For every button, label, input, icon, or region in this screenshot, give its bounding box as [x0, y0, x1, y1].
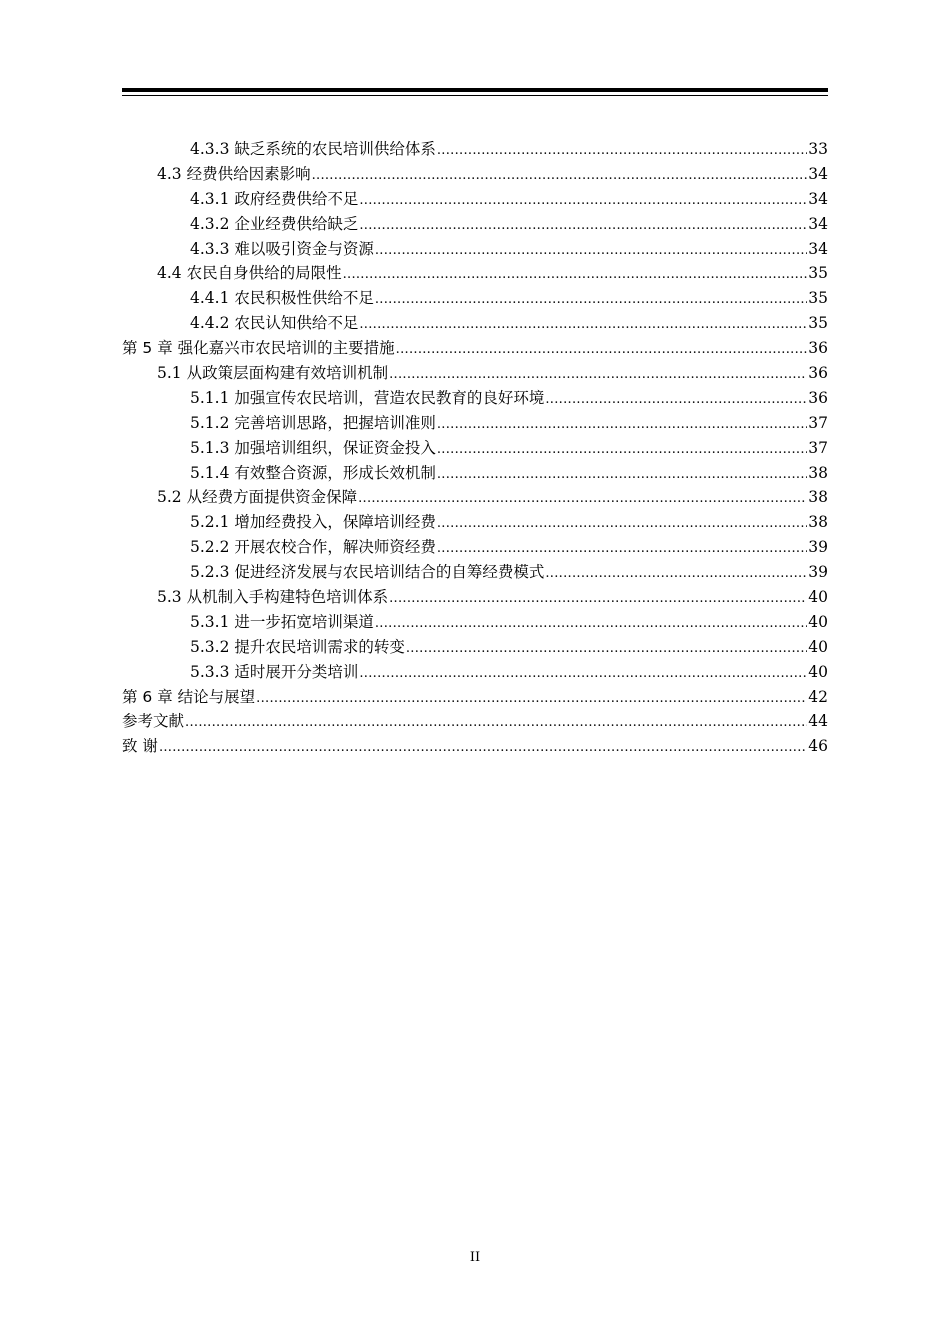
toc-entry-title: 4.3 经费供给因素影响 [157, 164, 311, 183]
header-rule-thin [122, 95, 828, 96]
toc-dot-leader [437, 442, 807, 457]
toc-entry-title: 5.2.1 增加经费投入，保障培训经费 [190, 513, 436, 532]
toc-entry-title: 5.3 从机制入手构建特色培训体系 [157, 588, 389, 607]
toc-dot-leader [359, 666, 807, 681]
toc-dot-leader [437, 143, 807, 158]
toc-dot-leader [375, 292, 807, 307]
toc-dot-leader [359, 317, 807, 332]
toc-entry-page: 37 [808, 413, 828, 432]
toc-entry-page: 37 [808, 438, 828, 457]
toc-entry-title: 4.3.3 缺乏系统的农民培训供给体系 [190, 140, 436, 158]
toc-entry-title: 5.1 从政策层面构建有效培训机制 [157, 364, 389, 383]
toc-entry-title: 第 6 章 结论与展望 [122, 687, 256, 706]
toc-entry[interactable] [122, 585, 828, 610]
toc-entry[interactable] [122, 461, 828, 486]
toc-entry[interactable] [122, 610, 828, 635]
toc-entry-title: 4.4.1 农民积极性供给不足 [190, 289, 374, 308]
toc-entry[interactable] [122, 436, 828, 461]
toc-entry-title: 5.3.2 提升农民培训需求的转变 [190, 637, 405, 656]
toc-entry-page: 35 [808, 264, 828, 283]
toc-entry-page: 40 [808, 637, 828, 656]
toc-entry-title: 5.1.3 加强培训组织，保证资金投入 [190, 438, 436, 457]
toc-entry[interactable] [122, 635, 828, 660]
toc-dot-leader [159, 740, 807, 755]
toc-entry-title: 4.4 农民自身供给的局限性 [157, 264, 342, 283]
toc-dot-leader [256, 691, 807, 706]
toc-entry-title: 5.1.1 加强宣传农民培训，营造农民教育的良好环境 [190, 388, 545, 407]
toc-dot-leader [437, 417, 807, 432]
toc-entry-title: 5.1.4 有效整合资源，形成长效机制 [190, 463, 436, 482]
toc-dot-leader [437, 467, 807, 482]
toc-dot-leader [359, 218, 807, 233]
header-rule-thick [122, 88, 828, 92]
toc-dot-leader [389, 367, 807, 382]
toc-entry-page: 39 [808, 563, 828, 582]
toc-entry-page: 42 [808, 687, 828, 706]
toc-dot-leader [375, 616, 807, 631]
toc-entry-title: 第 5 章 强化嘉兴市农民培训的主要措施 [122, 339, 395, 358]
toc-entry-page: 44 [808, 712, 828, 731]
toc-entry-page: 36 [808, 364, 828, 383]
toc-dot-leader [185, 715, 807, 730]
toc-entry-title: 5.2.3 促进经济发展与农民培训结合的自筹经费模式 [190, 563, 545, 582]
toc-dot-leader [545, 392, 807, 407]
toc-entry-page: 40 [808, 662, 828, 681]
toc-entry[interactable] [122, 685, 828, 710]
toc-entry[interactable] [122, 709, 828, 734]
toc-entry-title: 5.2 从经费方面提供资金保障 [157, 488, 358, 507]
toc-dot-leader [396, 342, 808, 357]
toc-entry-title: 参考文献 [122, 712, 185, 731]
toc-entry[interactable] [122, 261, 828, 286]
toc-entry-page: 46 [808, 737, 828, 756]
toc-entry-page: 35 [808, 314, 828, 333]
toc-entry-page: 39 [808, 538, 828, 557]
toc-entry[interactable] [122, 187, 828, 212]
toc-entry[interactable] [122, 734, 828, 759]
toc-dot-leader [437, 541, 807, 556]
toc-entry-title: 5.3.1 进一步拓宽培训渠道 [190, 612, 374, 631]
toc-entry[interactable] [122, 660, 828, 685]
toc-entry-title: 4.3.3 难以吸引资金与资源 [190, 239, 374, 258]
toc-entry-page: 35 [808, 289, 828, 308]
toc-entry[interactable] [122, 237, 828, 262]
toc-entry-title: 4.4.2 农民认知供给不足 [190, 314, 359, 333]
toc-dot-leader [312, 168, 808, 183]
toc-entry-page: 40 [808, 612, 828, 631]
toc-entry-title: 5.1.2 完善培训思路，把握培训准则 [190, 413, 436, 432]
toc-entry-title: 致 谢 [122, 737, 158, 756]
toc-entry[interactable] [122, 137, 828, 162]
toc-entry[interactable] [122, 361, 828, 386]
toc-entry-page: 34 [808, 164, 828, 183]
toc-entry-title: 4.3.1 政府经费供给不足 [190, 189, 359, 208]
toc-entry-page: 38 [808, 463, 828, 482]
toc-dot-leader [389, 591, 807, 606]
toc-entry[interactable] [122, 560, 828, 585]
toc-dot-leader [375, 243, 807, 258]
toc-dot-leader [406, 641, 807, 656]
toc-entry-page: 34 [808, 239, 828, 258]
toc-entry[interactable] [122, 311, 828, 336]
toc-entry-page: 36 [808, 388, 828, 407]
toc-entry-title: 4.3.2 企业经费供给缺乏 [190, 214, 359, 233]
toc-entry-page: 34 [808, 214, 828, 233]
toc-entry[interactable] [122, 535, 828, 560]
toc-dot-leader [437, 516, 807, 531]
toc-entry-page: 40 [808, 588, 828, 607]
toc-entry-page: 38 [808, 513, 828, 532]
toc-dot-leader [359, 193, 807, 208]
toc-entry[interactable] [122, 212, 828, 237]
toc-entry[interactable] [122, 485, 828, 510]
toc-entry-title: 5.3.3 适时展开分类培训 [190, 662, 359, 681]
toc-entry-page: 34 [808, 189, 828, 208]
toc-entry[interactable] [122, 336, 828, 361]
toc-entry[interactable] [122, 386, 828, 411]
toc-entry[interactable] [122, 162, 828, 187]
toc-entry[interactable] [122, 510, 828, 535]
toc-entry-page: 38 [808, 488, 828, 507]
page-number: II [469, 1250, 481, 1265]
table-of-contents [122, 137, 828, 759]
toc-entry-page: 36 [808, 339, 828, 358]
toc-entry-title: 5.2.2 开展农校合作，解决师资经费 [190, 538, 436, 557]
toc-dot-leader [358, 491, 807, 506]
toc-dot-leader [545, 566, 807, 581]
toc-entry-page: 33 [808, 140, 828, 158]
toc-dot-leader [343, 267, 808, 282]
toc-entry[interactable] [122, 286, 828, 311]
toc-entry[interactable] [122, 411, 828, 436]
